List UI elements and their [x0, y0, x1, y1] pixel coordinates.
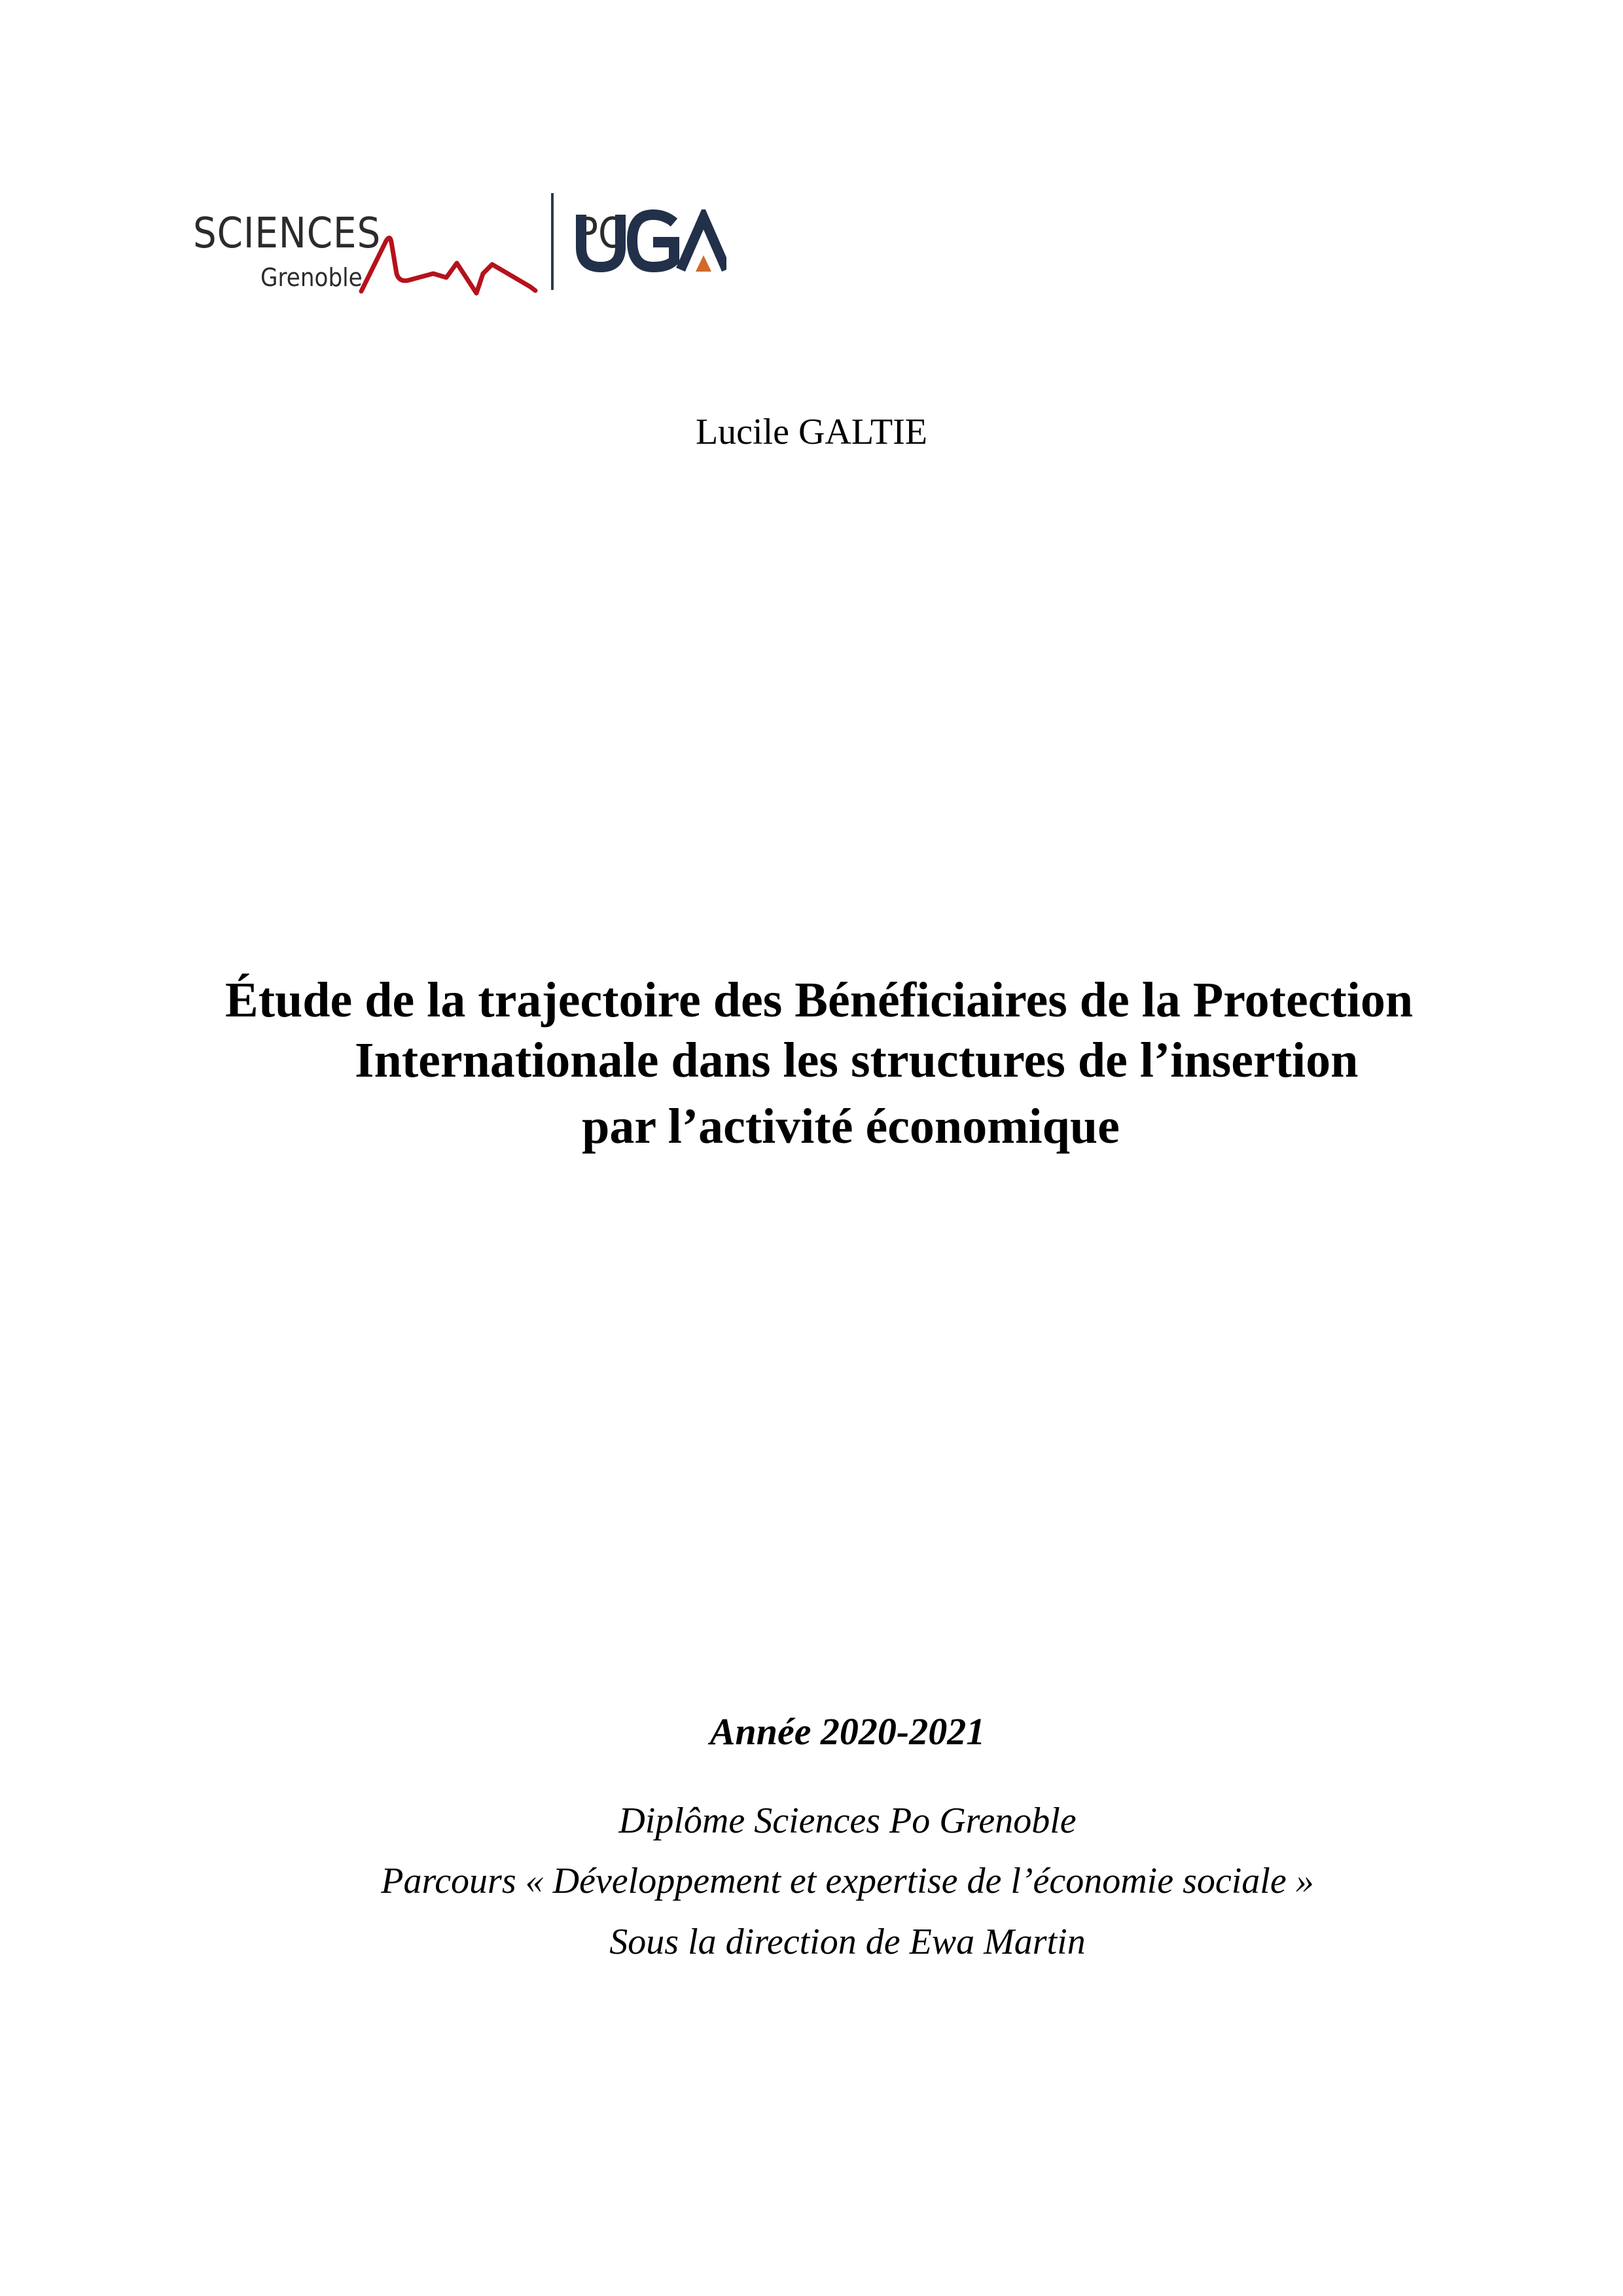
academic-year: Année 2020-2021: [709, 1710, 986, 1753]
uga-logo: [576, 209, 726, 275]
title-line-3: par l’activité économique: [582, 1099, 1120, 1154]
title-line-1: Étude de la trajectoire des Bénéficiaires de la Protection: [225, 973, 1414, 1028]
sciences-po-logo-name: SCIENCES: [193, 209, 382, 258]
title-line-2: Internationale dans les structures de l’insertion: [355, 1033, 1359, 1088]
sciences-po-logo-suffix: PO: [576, 209, 628, 258]
institution-logos: [190, 190, 740, 295]
author-name: Lucile GALTIE: [695, 412, 928, 452]
track-line: Parcours « Développement et expertise de l’économie sociale »: [381, 1861, 1314, 1901]
mountain-line-icon: [190, 190, 556, 301]
sciences-po-logo-city: Grenoble: [260, 263, 363, 292]
supervisor-line: Sous la direction de Ewa Martin: [609, 1922, 1086, 1962]
diploma-line: Diplôme Sciences Po Grenoble: [618, 1801, 1077, 1841]
logo-divider: [551, 193, 554, 290]
